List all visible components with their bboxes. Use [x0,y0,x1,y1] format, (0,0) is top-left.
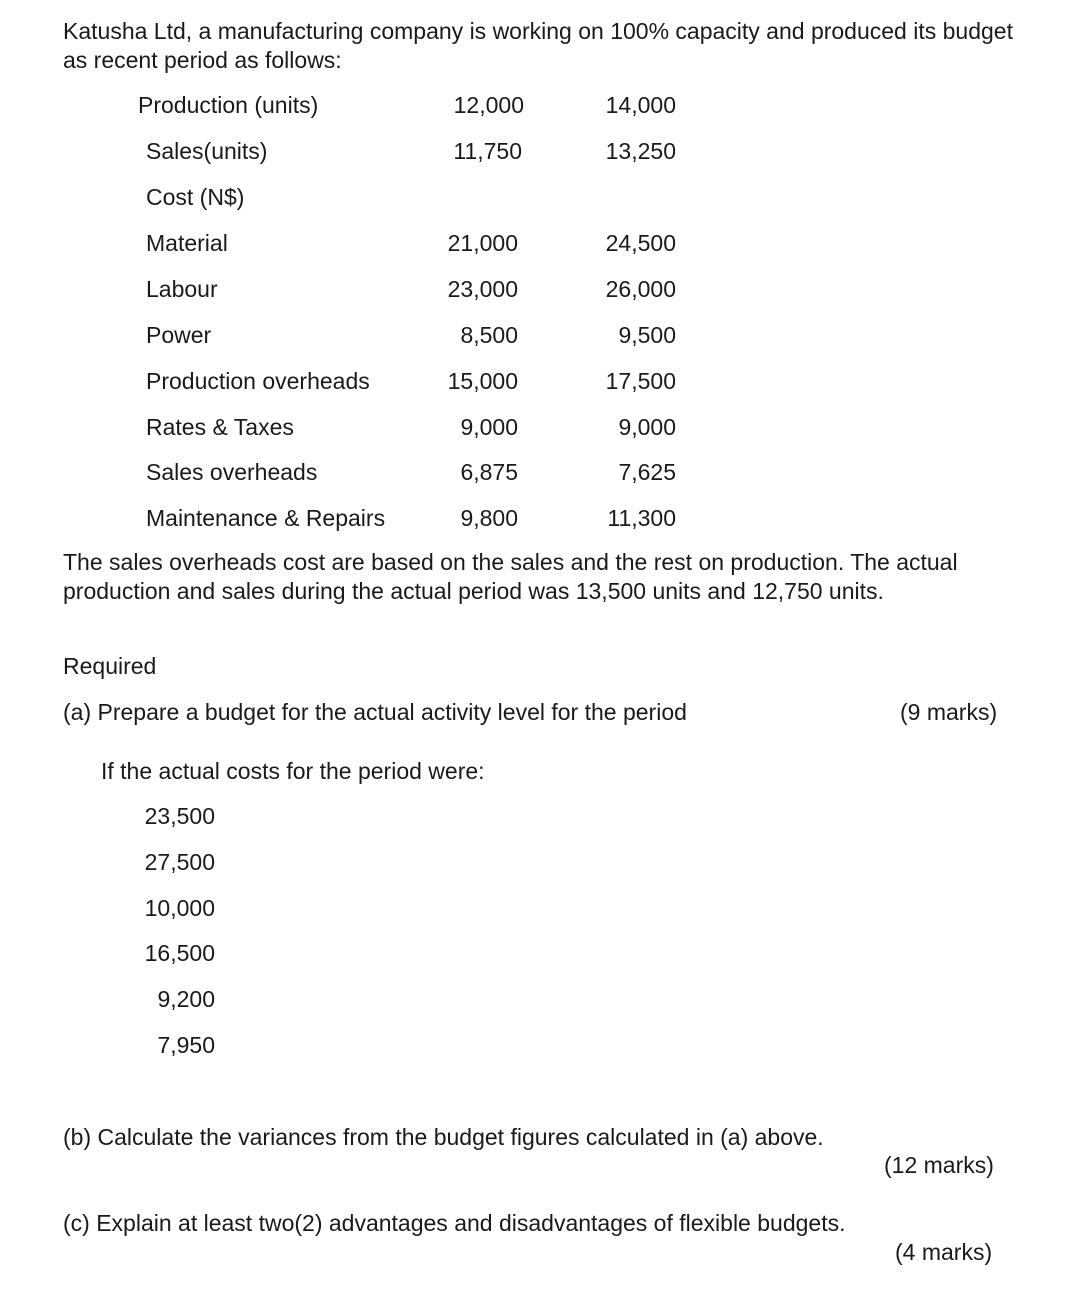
table-cell-col1: 9,000 [460,414,518,440]
table-row-label: Material [146,230,228,256]
table-cell-col1: 23,000 [447,276,518,302]
table-row-label: Maintenance & Repairs [146,505,386,531]
table-row-label: Power [146,322,212,348]
table-cell-col1: 6,875 [460,459,518,485]
actual-cost-item: 9,200 [157,986,215,1012]
table-cell-col2: 9,000 [618,414,676,440]
table-row-label: Production overheads [146,368,370,394]
table-row-label: Labour [146,276,218,302]
table-cell-col2: 7,625 [618,459,676,485]
table-row-label: Sales(units) [146,138,268,164]
table-cell-col2: 24,500 [605,230,676,256]
intro-paragraph: Katusha Ltd, a manufacturing company is working on 100% capacity and produced its budget as recent period as follows: [63,18,1013,73]
table-cell-col1: 15,000 [447,368,518,394]
table-row-label: Rates & Taxes [146,414,294,440]
table-cell-col2: 26,000 [605,276,676,302]
table-cell-col2: 9,500 [618,322,676,348]
required-heading: Required [63,653,157,679]
question-b-marks: (12 marks) [884,1152,994,1178]
actual-cost-item: 23,500 [144,803,215,829]
question-b-text: (b) Calculate the variances from the budget figures calculated in (a) above. [63,1124,824,1150]
actual-cost-item: 7,950 [157,1032,215,1058]
question-c-marks: (4 marks) [895,1239,993,1265]
actual-cost-item: 10,000 [144,895,215,921]
actual-cost-item: 27,500 [144,849,215,875]
table-cell-col2: 14,000 [605,92,676,118]
table-cell-col2: 11,300 [607,505,676,531]
table-cell-col1: 21,000 [447,230,518,256]
table-cell-col2: 17,500 [605,368,676,394]
actual-cost-item: 16,500 [144,940,215,966]
table-row-label: Sales overheads [146,459,318,485]
table-row-label: Production (units) [138,92,319,118]
table-cell-col1: 9,800 [460,505,518,531]
table-cell-col1: 11,750 [453,138,522,164]
actual-costs-intro: If the actual costs for the period were: [101,758,485,784]
table-row-label: Cost (N$) [146,184,245,210]
sales-note-paragraph: The sales overheads cost are based on the sales and the rest on production. The actual production and sales during the actual period was 13,500 units and 12,750 units. [63,549,958,604]
question-a-marks: (9 marks) [900,699,998,725]
table-cell-col2: 13,250 [605,138,676,164]
table-cell-col1: 12,000 [453,92,524,118]
table-cell-col1: 8,500 [460,322,518,348]
question-a-text: (a) Prepare a budget for the actual activity level for the period [63,699,687,725]
question-c-text: (c) Explain at least two(2) advantages and disadvantages of flexible budgets. [63,1210,846,1236]
